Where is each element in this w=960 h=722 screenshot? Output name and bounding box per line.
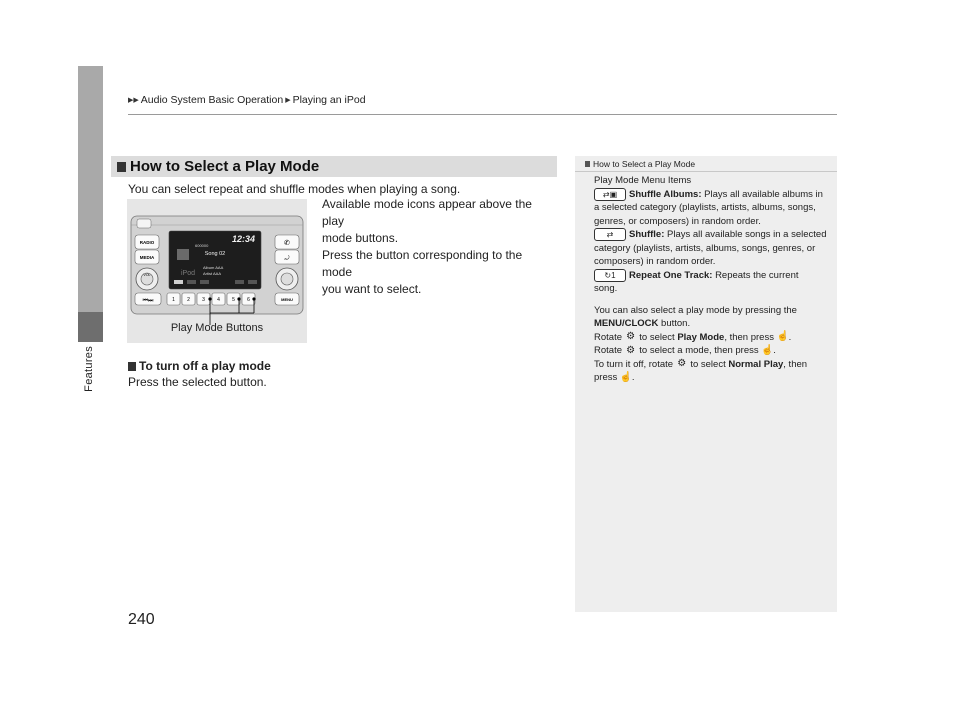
note-line: genres, or composers) in random order.: [594, 215, 761, 227]
note-turnoff: To turn it off, rotate ⚙ to select Normal Play, then: [594, 358, 808, 370]
page-number: 240: [128, 611, 155, 628]
screen-song: Song 02: [204, 251, 226, 257]
preset-label: 4: [217, 297, 220, 303]
note-shuffle-albums: [594, 188, 830, 202]
desc-line: mode buttons.: [322, 231, 399, 245]
shuffle-albums-label: Shuffle Albums:: [629, 188, 702, 200]
note-panel: [575, 156, 837, 612]
shuffle-icon: ⇄: [594, 228, 626, 241]
screen-source: iPod: [181, 270, 196, 277]
section-header: [111, 156, 557, 177]
description: [322, 196, 554, 298]
subheading-text: To turn off a play mode: [139, 359, 271, 373]
skip-icon: ⏮⏭: [142, 297, 154, 304]
breadcrumb-item-2[interactable]: Playing an iPod: [292, 94, 366, 106]
note-heading-text: How to Select a Play Mode: [593, 159, 696, 169]
screen-track: 600000: [195, 243, 209, 248]
radio-button-label: RADIO: [139, 240, 155, 245]
preset-label: 1: [172, 297, 175, 303]
note-body: [594, 174, 830, 385]
breadcrumb-arrow-icon: ▶▶: [128, 97, 139, 104]
note-line: Play Mode Menu Items: [594, 175, 692, 186]
figure-caption: Play Mode Buttons: [170, 322, 264, 334]
note-rotate-2: Rotate ⚙ to select a mode, then press ☝.: [594, 344, 776, 357]
preset-label: 2: [187, 297, 190, 303]
media-button-label: MEDIA: [139, 255, 155, 260]
section-title: How to Select a Play Mode: [130, 158, 320, 175]
note-line: category (playlists, artists, albums, songs, genres, or: [594, 242, 816, 254]
note-heading: [585, 159, 695, 169]
note-rotate-1: Rotate ⚙ to select Play Mode, then press ☝.: [594, 331, 792, 343]
subheading: [128, 358, 271, 375]
shuffle-albums-icon: ⇄▣: [594, 188, 626, 201]
vol-knob-label: VOL: [143, 273, 151, 277]
subheading-body: Press the selected button.: [128, 375, 267, 389]
repeat-one-icon: ↻1: [594, 269, 626, 282]
breadcrumb-item-1[interactable]: Audio System Basic Operation: [140, 94, 284, 106]
note-line: You can also select a play mode by pressing the: [594, 304, 797, 316]
repeat-text: Repeats the current: [715, 269, 799, 281]
side-tab-background: [78, 66, 103, 324]
menu-clock-label: MENU/CLOCK: [594, 318, 659, 330]
intro-text: You can select repeat and shuffle modes when playing a song.: [128, 182, 461, 196]
preset-label: 6: [247, 297, 250, 303]
note-divider: [575, 171, 837, 172]
menu-button-label: MENU: [281, 297, 293, 302]
breadcrumb: [128, 94, 366, 106]
shuffle-albums-text: Plays all available albums in: [704, 188, 823, 200]
preset-label: 3: [202, 297, 205, 303]
note-line: a selected category (playlists, artists, albums, songs,: [594, 202, 816, 214]
side-tab-active: [78, 312, 103, 342]
repeat-label: Repeat One Track:: [629, 269, 713, 281]
hangup-icon: ⤾: [284, 255, 290, 262]
note-line: MENU/CLOCK button.: [594, 318, 691, 330]
header-divider: [128, 114, 837, 115]
selector-knob-icon: ⚙: [626, 331, 636, 343]
subheading-square-icon: [128, 362, 136, 371]
screen-artist: Artist AAA: [203, 271, 222, 276]
desc-line: Press the button corresponding to the mode: [322, 248, 523, 279]
selector-knob-icon: ⚙: [677, 358, 687, 370]
shuffle-label: Shuffle:: [629, 229, 665, 241]
press-icon: ☝: [761, 344, 774, 356]
desc-line: you want to select.: [322, 282, 422, 296]
press-icon: ☝: [776, 331, 790, 343]
preset-label: 5: [232, 297, 235, 303]
side-label: Features: [83, 346, 95, 392]
screen-album: Album AAA: [203, 265, 224, 270]
shuffle-text: Plays all available songs in a selected: [667, 229, 827, 241]
note-turnoff-2: press ☝.: [594, 371, 635, 384]
breadcrumb-arrow-icon: ▶: [285, 97, 291, 104]
note-repeat: [594, 269, 830, 283]
screen-clock: 12:34: [231, 234, 255, 244]
note-line: song.: [594, 283, 618, 295]
note-shuffle: [594, 228, 830, 242]
note-line: composers) in random order.: [594, 256, 716, 268]
desc-line: Available mode icons appear above the play: [322, 197, 532, 228]
section-square-icon: [117, 162, 126, 172]
note-marker-icon: [585, 161, 590, 167]
phone-icon: ✆: [284, 239, 290, 247]
selector-knob-icon: ⚙: [626, 344, 636, 356]
press-icon: ☝: [619, 371, 633, 383]
